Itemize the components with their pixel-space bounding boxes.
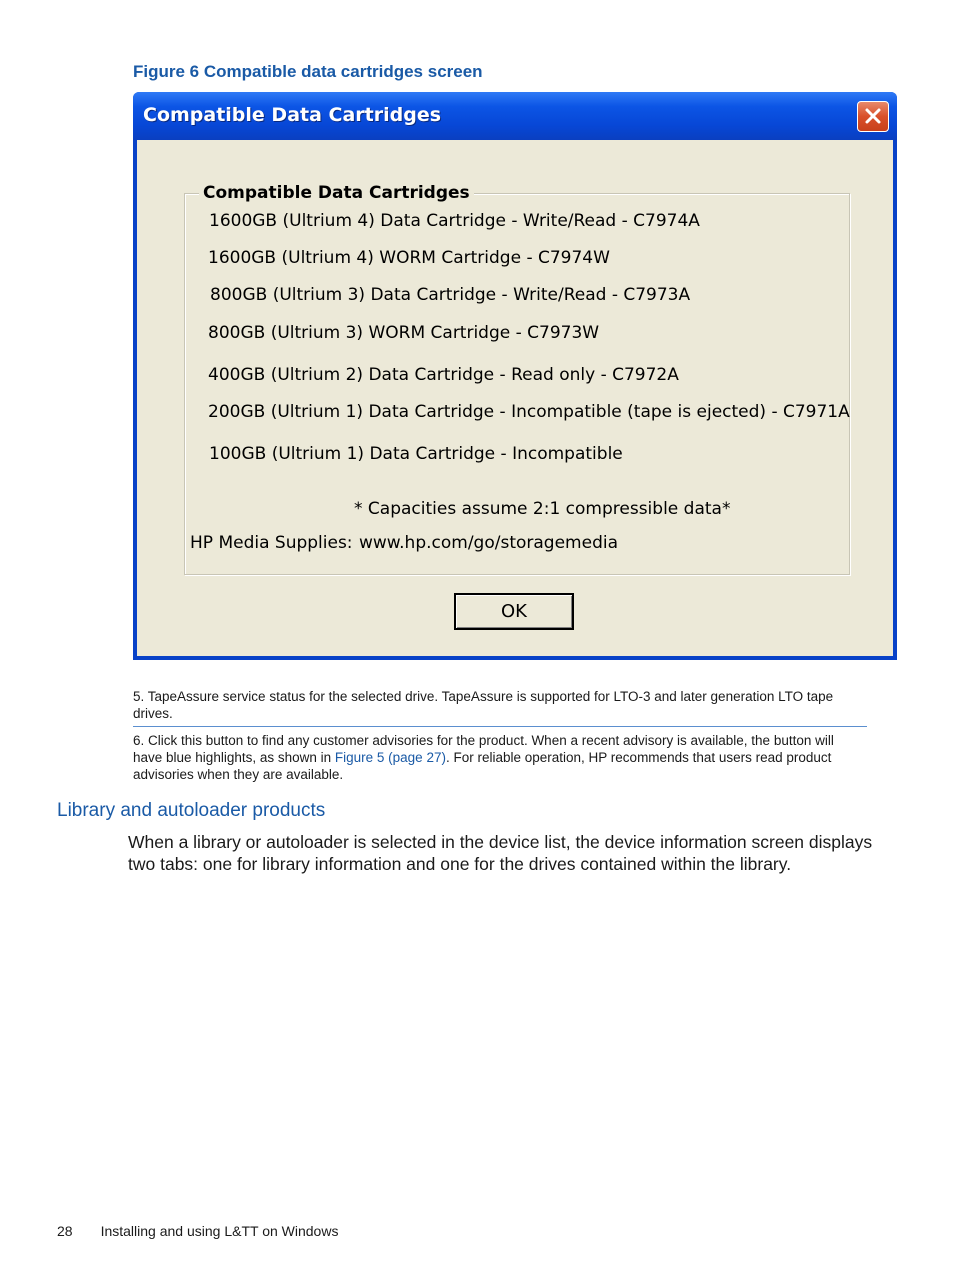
cartridge-item: 1600GB (Ultrium 4) Data Cartridge - Write/Read - C7974A xyxy=(209,211,700,231)
cartridge-item: 100GB (Ultrium 1) Data Cartridge - Incompatible xyxy=(209,444,623,464)
divider xyxy=(133,726,867,727)
figure-5-link[interactable]: Figure 5 (page 27) xyxy=(334,750,446,765)
chapter-title: Installing and using L&TT on Windows xyxy=(100,1223,339,1239)
cartridge-item: 1600GB (Ultrium 4) WORM Cartridge - C7974W xyxy=(208,248,610,268)
supplies-url: www.hp.com/go/storagemedia xyxy=(359,533,619,553)
cartridge-item: 800GB (Ultrium 3) Data Cartridge - Write/Read - C7973A xyxy=(210,285,691,305)
note-5: 5. TapeAssure service status for the selected drive. TapeAssure is supported for LTO-3 and later generation LTO tape drives. xyxy=(133,689,834,721)
close-button[interactable] xyxy=(857,101,889,132)
note-6 xyxy=(133,732,853,783)
ok-button[interactable]: OK xyxy=(454,593,574,630)
capacity-note: * Capacities assume 2:1 compressible data* xyxy=(354,499,731,519)
compatible-cartridges-dialog xyxy=(133,92,897,660)
supplies-label: HP Media Supplies: xyxy=(190,533,353,553)
note-6-text-end: . For reliable operation, HP recommends that users read product advisories when they are available. xyxy=(133,750,832,782)
page-number: 28 xyxy=(57,1223,73,1239)
cartridge-item: 400GB (Ultrium 2) Data Cartridge - Read only - C7972A xyxy=(208,365,679,385)
cartridge-item: 200GB (Ultrium 1) Data Cartridge - Incompatible (tape is ejected) - C7971A xyxy=(208,402,850,422)
page-footer xyxy=(57,1223,366,1239)
section-heading: Library and autoloader products xyxy=(57,800,326,821)
group-label: Compatible Data Cartridges xyxy=(199,183,474,203)
section-body: When a library or autoloader is selected in the device list, the device information screen displays two tabs: one for library information and one for the drives contained within the library. xyxy=(128,832,873,874)
dialog-title: Compatible Data Cartridges xyxy=(143,104,442,126)
figure-caption: Figure 6 Compatible data cartridges screen xyxy=(133,62,483,81)
close-icon xyxy=(864,107,882,125)
cartridges-group-box xyxy=(184,183,850,575)
dialog-client-area xyxy=(137,140,893,656)
note-6-text: 6. Click this button to find any customer advisories for the product. When a recent advisory is available, the button will have blue highlights, as shown in xyxy=(133,733,834,765)
cartridge-item: 800GB (Ultrium 3) WORM Cartridge - C7973W xyxy=(208,323,600,343)
dialog-titlebar[interactable] xyxy=(133,92,897,140)
